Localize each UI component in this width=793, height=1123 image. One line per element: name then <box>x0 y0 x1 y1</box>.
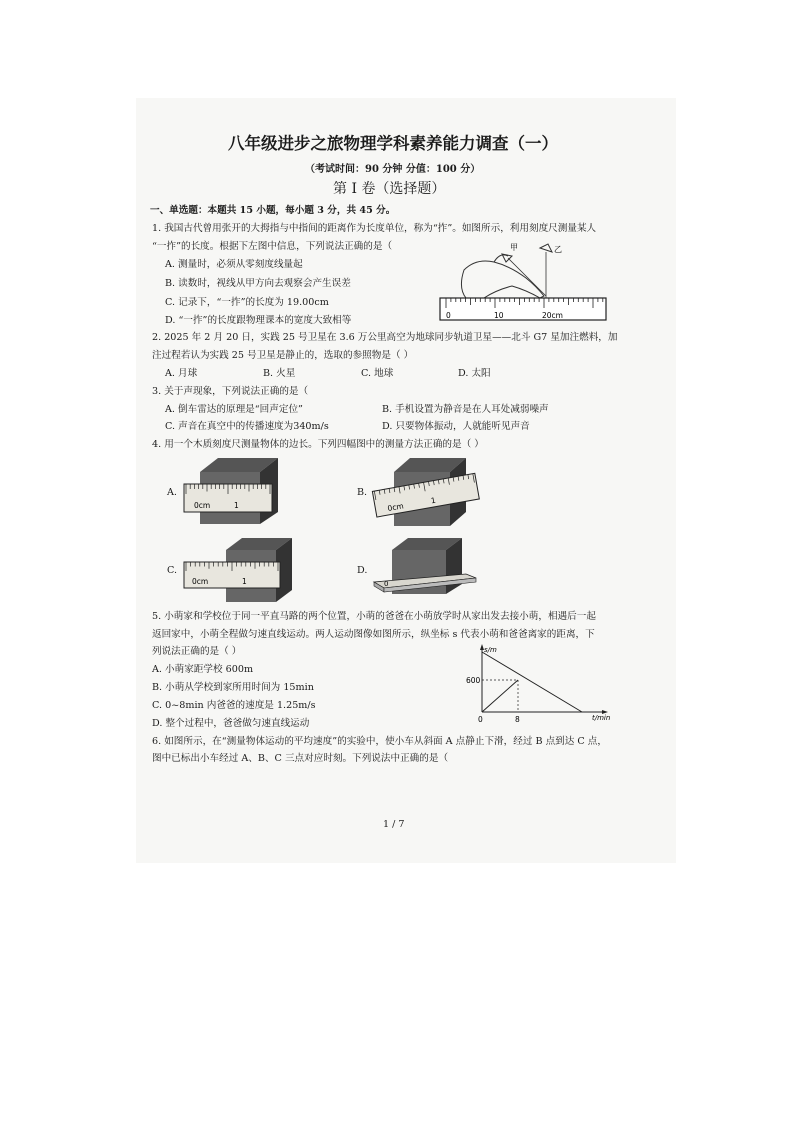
ruler-tick-10: 10 <box>494 311 504 320</box>
q4-figure-b <box>372 456 482 528</box>
volume-heading: 第 I 卷（选择题） <box>333 181 446 197</box>
ruler-tick-20: 20cm <box>542 311 563 320</box>
q5-option-c: C. 0~8min 内爸爸的速度是 1.25m/s <box>152 700 316 711</box>
q4-figure-c <box>182 536 294 604</box>
q2-option-c: C. 地球 <box>361 368 394 379</box>
q5-stem-line2: 返回家中，小萌全程做匀速直线运动。两人运动图像如图所示，纵坐标 s 代表小萌和爸爸离家的距离，下 <box>152 629 595 640</box>
q2-option-a: A. 月球 <box>165 368 198 379</box>
q1-option-a: A. 测量时，必须从零刻度线量起 <box>165 259 303 270</box>
section-heading: 一、单选题：本题共 15 小题，每小题 3 分，共 45 分。 <box>150 205 396 216</box>
q1-stem-line2: “一拃”的长度。根据下左图中信息，下列说法正确的是（ <box>152 241 393 252</box>
page-number: 1 / 7 <box>383 819 405 830</box>
q4-figure-d <box>372 536 482 600</box>
q5-stem-line1: 5. 小萌家和学校位于同一平直马路的两个位置，小萌的爸爸在小萌放学时从家出发去接小萌，相遇后一起 <box>152 611 596 622</box>
q5-option-a: A. 小萌家距学校 600m <box>152 664 254 675</box>
q1-option-c: C. 记录下，“一拃”的长度为 19.00cm <box>165 297 329 308</box>
ruler-c-one: 1 <box>242 577 247 586</box>
y-tick-600: 600 <box>466 676 481 685</box>
q1-hand-ruler-figure <box>436 240 612 326</box>
q3-option-b: B. 手机设置为静音是在人耳处减弱噪声 <box>382 404 549 415</box>
q6-stem-line2: 图中已标出小车经过 A、B、C 三点对应时刻。下列说法中正确的是（ <box>152 753 449 764</box>
ruler-a-one: 1 <box>234 501 239 510</box>
q2-stem-line2: 注过程若认为实践 25 号卫星是静止的，选取的参照物是（ ） <box>152 350 414 361</box>
q1-stem-line1: 1. 我国古代曾用张开的大拇指与中指间的距离作为长度单位，称为“拃”。如图所示，利用刻度尺测量某人 <box>152 223 597 234</box>
q5-option-d: D. 整个过程中，爸爸做匀速直线运动 <box>152 718 310 729</box>
q1-option-b: B. 读数时，视线从甲方向去观察会产生误差 <box>165 278 351 289</box>
q2-stem-line1: 2. 2025 年 2 月 20 日，实践 25 号卫星在 3.6 万公里高空为地球同步轨道卫星——北斗 G7 星加注燃料，加 <box>152 332 618 343</box>
xiaomeng-line <box>482 652 582 712</box>
origin-label: 0 <box>478 715 483 724</box>
q4-figure-a <box>182 456 280 524</box>
ruler-d-zero: 0 <box>384 580 389 588</box>
q5-st-graph <box>462 644 622 724</box>
y-axis-label: s/m <box>484 646 497 654</box>
exam-title: 八年级进步之旅物理学科素养能力调查（一） <box>228 134 558 153</box>
q4-label-a: A. <box>167 487 177 498</box>
q1-option-d: D. “一拃”的长度跟物理课本的宽度大致相等 <box>165 315 352 326</box>
eye-yi-icon <box>540 244 552 252</box>
q4-label-b: B. <box>357 487 368 498</box>
q4-stem: 4. 用一个木质刻度尺测量物体的边长。下列四幅图中的测量方法正确的是（ ） <box>152 439 484 450</box>
q6-stem-line1: 6. 如图所示，在“测量物体运动的平均速度”的实验中，使小车从斜面 A 点静止下滑，经过 B 点到达 C 点， <box>152 736 607 747</box>
q2-option-d: D. 太阳 <box>458 368 491 379</box>
q4-label-c: C. <box>167 565 178 576</box>
q3-option-d: D. 只要物体振动，人就能听见声音 <box>382 421 530 432</box>
label-yi: 乙 <box>554 245 562 254</box>
ruler-b-zero: 0cm <box>386 501 405 513</box>
q5-stem-line3: 列说法正确的是（ ） <box>152 646 242 657</box>
ruler-a-zero: 0cm <box>194 501 211 510</box>
x-axis-label: t/min <box>592 714 611 722</box>
q3-option-c: C. 声音在真空中的传播速度为340m/s <box>165 421 329 432</box>
ruler-c-zero: 0cm <box>192 577 209 586</box>
x-tick-8: 8 <box>515 715 520 724</box>
q4-label-d: D. <box>357 565 368 576</box>
label-jia: 甲 <box>510 243 518 252</box>
q2-option-b: B. 火星 <box>263 368 296 379</box>
ruler-tick-0: 0 <box>446 311 451 320</box>
q3-stem: 3. 关于声现象，下列说法正确的是（ <box>152 386 309 397</box>
exam-info: （考试时间：90 分钟 分值：100 分） <box>305 164 481 175</box>
father-line-out <box>482 680 518 712</box>
ruler-b-one: 1 <box>430 495 437 506</box>
q3-option-a: A. 倒车雷达的原理是“回声定位” <box>165 404 303 415</box>
q5-option-b: B. 小萌从学校到家所用时间为 15min <box>152 682 314 693</box>
